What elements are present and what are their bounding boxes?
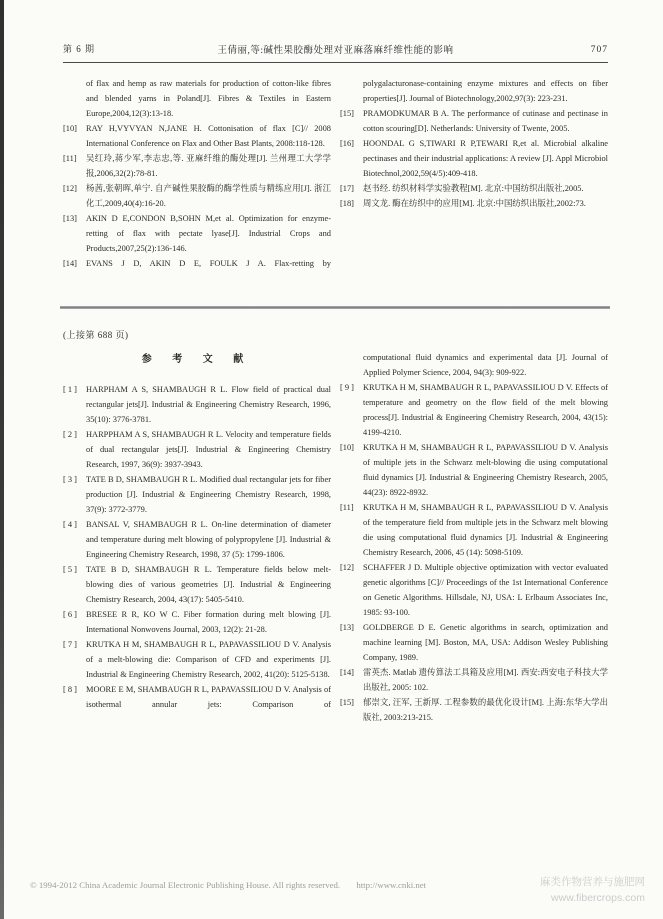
- reference-entry: [340, 181, 608, 196]
- reference-entry: [63, 76, 331, 121]
- reference-number: [63, 76, 86, 121]
- cnki-url: http://www.cnki.net: [356, 880, 427, 890]
- reference-number: [12]: [340, 563, 354, 572]
- reference-text: KRUTKA H M, SHAMBAUGH R L, PAPAVASSILIOU D V. Analysis of the temperature field from multiple jets in the Schwarz melt blowing die using computational fluid dynamics [J]. Industrial & Engineering Chemistry Research, 2006, 45 (14): 5098-5109.: [363, 503, 608, 557]
- reference-number: [10]: [63, 124, 77, 133]
- reference-text: 郁崇文, 汪军, 王新厚. 工程参数的最优化设计[M]. 上海:东华大学出版社, 2003:213-215.: [363, 698, 608, 722]
- reference-text: KRUTKA H M, SHAMBAUGH R L, PAPAVASSILIOU D V. Analysis of multiple jets in the Schwarz melt-blowing die using computational fluid dynamics [J]. Industrial & Engineering Chemistry Research, 2005, 44(23): 8922-8932.: [363, 443, 608, 497]
- reference-number: [15]: [340, 109, 354, 118]
- reference-number: [ 3 ]: [63, 475, 77, 484]
- reference-entry: [63, 562, 331, 607]
- reference-number: [ 5 ]: [63, 565, 77, 574]
- reference-number: [14]: [63, 259, 77, 268]
- reference-text: AKIN D E,CONDON B,SOHN M,et al. Optimization for enzyme-retting of flax with pectate lyase[J]. Industrial Crops and Products,2007,25(2):136-146.: [86, 214, 331, 253]
- reference-text: HOONDAL G S,TIWARI R P,TEWARI R,et al. Microbial alkaline pectinases and their industrial applications: A review [J]. Appl Microbiol Biotechnol,2002,59(4/5):409-418.: [363, 139, 608, 178]
- bottom-references-left-column: [63, 382, 331, 712]
- reference-number: [12]: [63, 184, 77, 193]
- reference-entry: [340, 350, 608, 380]
- reference-number: [ 9 ]: [340, 383, 354, 392]
- bottom-references-right-column: [340, 350, 608, 725]
- reference-text: RAY H,VYVYAN N,JANE H. Cottonisation of flax [C]// 2008 International Conference on Flax and Other Bast Plants, 2008:118-128.: [86, 124, 331, 148]
- scan-edge-shadow: [0, 0, 4, 919]
- reference-text: computational fluid dynamics and experimental data [J]. Journal of Applied Polymer Science, 2004, 94(3): 909-922.: [363, 353, 608, 377]
- reference-entry: [63, 682, 331, 712]
- reference-text: KRUTKA H M, SHAMBAUGH R L, PAPAVASSILIOU D V. Effects of temperature and geometry on the flow field of the melt blowing process[J]. Industrial & Engineering Chemistry Research, 2004, 43(15): 4199-4210.: [363, 383, 608, 437]
- reference-number: [ 8 ]: [63, 685, 77, 694]
- reference-entry: [63, 382, 331, 427]
- reference-text: 杨茜,张朝晖,单宁. 自产碱性果胶酶的酶学性质与精练应用[J]. 浙江化工,2009,40(4):16-20.: [86, 184, 331, 208]
- reference-text: KRUTKA H M, SHAMBAUGH R L, PAPAVASSILIOU D V. Analysis of a melt-blowing die: Comparison of CFD and experiments [J]. Industrial & Engineering Chemistry Research, 2002, 41(20): 5125-5138.: [86, 640, 331, 679]
- top-references-right-column: [340, 76, 608, 211]
- header-rule: [63, 62, 608, 63]
- watermark-site-name: 麻类作物营养与施肥网: [540, 876, 645, 888]
- reference-entry: [63, 517, 331, 562]
- reference-text: MOORE E M, SHAMBAUGH R L, PAPAVASSILIOU D V. Analysis of isothermal annular jets: Comparison of: [86, 685, 331, 709]
- reference-number: [ 1 ]: [63, 385, 77, 394]
- watermark: [540, 874, 645, 906]
- reference-entry: [63, 637, 331, 682]
- reference-entry: [63, 121, 331, 151]
- reference-number: [15]: [340, 698, 354, 707]
- page-header: [63, 42, 608, 58]
- reference-text: 雷英杰. Matlab 遗传算法工具箱及应用[M]. 西安:西安电子科技大学出版社, 2005: 102.: [363, 668, 608, 692]
- reference-entry: [340, 695, 608, 725]
- reference-entry: [340, 665, 608, 695]
- reference-entry: [63, 472, 331, 517]
- running-title: 王倩丽,等:碱性果胶酶处理对亚麻落麻纤维性能的影响: [217, 46, 454, 56]
- reference-text: GOLDBERGE D E. Genetic algorithms in search, optimization and machine learning [M]. Boston, MA, USA: Addison Wesley Publishing Company, 1989.: [363, 623, 608, 662]
- page-number: 707: [590, 45, 608, 55]
- references-heading: 参 考 文 献: [141, 354, 253, 365]
- reference-text: 周文龙. 酶在纺织中的应用[M]. 北京:中国纺织出版社,2002:73.: [363, 199, 586, 208]
- reference-entry: [63, 427, 331, 472]
- reference-entry: [340, 380, 608, 440]
- reference-entry: [340, 196, 608, 211]
- article-divider-rule: [60, 306, 610, 309]
- reference-entry: [63, 151, 331, 181]
- reference-number: [ 4 ]: [63, 520, 77, 529]
- reference-number: [16]: [340, 139, 354, 148]
- reference-number: [ 6 ]: [63, 610, 77, 619]
- reference-entry: [63, 211, 331, 256]
- reference-text: BANSAL V, SHAMBAUGH R L. On-line determination of diameter and temperature during melt blowing of polypropylene [J]. Industrial & Engineering Chemistry Research, 1998, 37 (5): 1799-1806.: [86, 520, 331, 559]
- reference-entry: [340, 560, 608, 620]
- copyright-text: © 1994-2012 China Academic Journal Electronic Publishing House. All rights reserved.: [30, 880, 341, 890]
- reference-number: [11]: [63, 154, 77, 163]
- reference-text: BRESEE R R, KO W C. Fiber formation during melt blowing [J]. International Nonwovens Journal, 2003, 12(2): 21-28.: [86, 610, 331, 634]
- reference-text: 赵书经. 纺织材料学实验教程[M]. 北京:中国纺织出版社,2005.: [363, 184, 584, 193]
- reference-entry: [63, 181, 331, 211]
- reference-number: [ 2 ]: [63, 430, 77, 439]
- reference-entry: [63, 256, 331, 271]
- reference-entry: [340, 500, 608, 560]
- reference-number: [13]: [340, 623, 354, 632]
- reference-number: [10]: [340, 443, 354, 452]
- reference-text: polygalacturonase-containing enzyme mixtures and effects on fiber properties[J]. Journal of Biotechnology,2002,97(3): 223-231.: [363, 79, 608, 103]
- reference-number: [ 7 ]: [63, 640, 77, 649]
- reference-number: [14]: [340, 668, 354, 677]
- reference-text: TATE B D, SHAMBAUGH R L. Modified dual rectangular jets for fiber production [J]. Industrial & Engineering Chemistry Research, 1998, 37(9): 3772-3779.: [86, 475, 331, 514]
- reference-number: [11]: [340, 503, 354, 512]
- reference-text: of flax and hemp as raw materials for production of cotton-like fibres and blended yarns in Poland[J]. Fibres & Textiles in Eastern Europe,2004,12(3):13-18.: [86, 79, 331, 118]
- reference-entry: [340, 106, 608, 136]
- reference-text: SCHAFFER J D. Multiple objective optimization with vector evaluated genetic algorithms [C]// Proceedings of the 1st International Conference on Genetic Algorithms. Hillsdale, NJ, USA: L Erlbaum Associates Inc, 1985: 93-100.: [363, 563, 608, 617]
- continuation-note: (上接第 688 页): [63, 330, 129, 340]
- issue-label: 第 6 期: [63, 44, 96, 54]
- watermark-site-url: www.fibercrops.com: [551, 892, 645, 904]
- top-references-left-column: [63, 76, 331, 271]
- reference-text: 吴红玲,蒋少军,李志忠,等. 亚麻纤维的酶处理[J]. 兰州理工大学学报,2006,32(2):78-81.: [86, 154, 331, 178]
- reference-entry: [340, 440, 608, 500]
- reference-entry: [340, 136, 608, 181]
- reference-text: HARPPHAM A S, SHAMBAUGH R L. Velocity and temperature fields of dual rectangular jets[J]. Industrial & Engineering Chemistry Research, 1997, 36(9): 3937-3943.: [86, 430, 331, 469]
- reference-entry: [340, 620, 608, 665]
- reference-number: [18]: [340, 199, 354, 208]
- reference-text: EVANS J D, AKIN D E, FOULK J A. Flax-retting by: [86, 259, 331, 268]
- reference-entry: [340, 76, 608, 106]
- reference-number: [340, 350, 363, 380]
- reference-number: [13]: [63, 214, 77, 223]
- reference-number: [17]: [340, 184, 354, 193]
- reference-text: TATE B D, SHAMBAUGH R L. Temperature fields below melt-blowing dies of various geometries [J]. Industrial & Engineering Chemistry Research, 2004, 43(17): 5405-5410.: [86, 565, 331, 604]
- reference-text: PRAMODKUMAR B A. The performance of cutinase and pectinase in cotton scouring[D]. Netherlands: University of Twente, 2005.: [363, 109, 608, 133]
- reference-number: [340, 76, 363, 106]
- reference-entry: [63, 607, 331, 637]
- reference-text: HARPHAM A S, SHAMBAUGH R L. Flow field of practical dual rectangular jets[J]. Industrial & Engineering Chemistry Research, 1996, 35(10): 3776-3781.: [86, 385, 331, 424]
